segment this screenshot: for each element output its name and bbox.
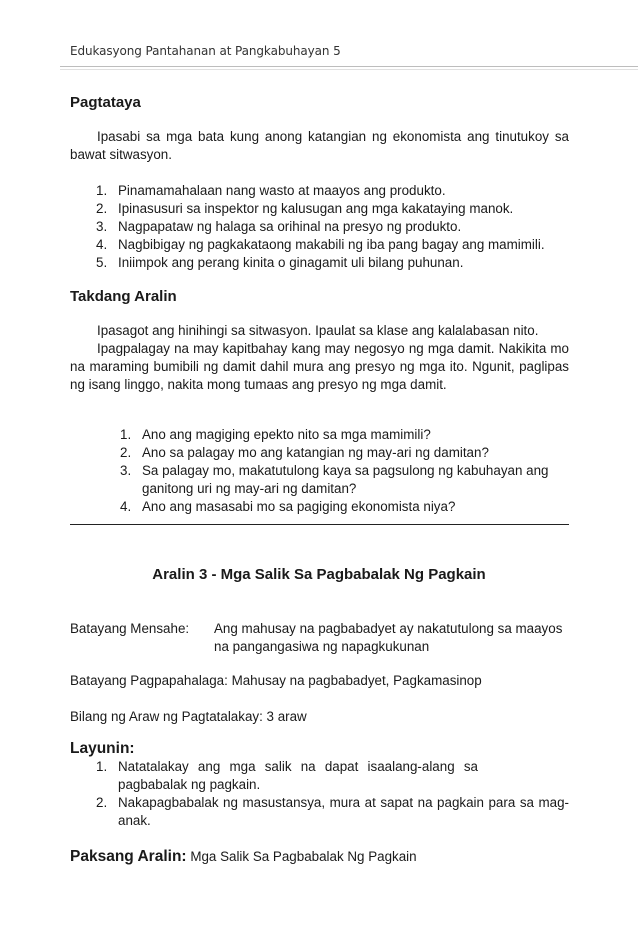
takdang-aralin-heading: Takdang Aralin [70, 288, 177, 305]
list-item [96, 758, 569, 794]
list-item [96, 200, 569, 218]
paksang-aralin-value: Mga Salik Sa Pagbabalak Ng Pagkain [190, 849, 417, 864]
list-item [96, 254, 569, 272]
bilang-ng-araw: Bilang ng Araw ng Pagtatalakay: 3 araw [70, 709, 307, 724]
item-number: 3. [120, 463, 132, 478]
item-number: 2. [120, 445, 132, 460]
batayang-mensahe-label: Batayang Mensahe: [70, 621, 190, 636]
item-text: Nagbibigay ng pagkakataong makabili ng iba pang bagay ang mamimili. [118, 237, 545, 252]
list-item [96, 218, 569, 236]
list-item [120, 426, 569, 444]
header-divider [60, 66, 638, 67]
list-item [120, 444, 569, 462]
item-text: Ano ang magiging epekto nito sa mga mamimili? [142, 427, 431, 442]
item-text: Ano ang masasabi mo sa pagiging ekonomista niya? [142, 499, 456, 514]
pagtataya-list [96, 182, 569, 272]
item-text: Nagpapataw ng halaga sa orihinal na presyo ng produkto. [118, 219, 462, 234]
paksang-aralin [70, 848, 417, 866]
item-number: 5. [96, 255, 108, 270]
aralin-title: Aralin 3 - Mga Salik Sa Pagbabalak Ng Pagkain [152, 566, 486, 583]
takdang-situation: Ipagpalagay na may kapitbahay kang may negosyo ng mga damit. Nakikita mo na maraming bumibili ng damit dahil mura ang presyo ng mga ito. Ngunit, paglipas ng isang linggo, nakita mong tumaas ang presyo ng mga damit. [70, 341, 569, 392]
running-header: Edukasyong Pantahanan at Pangkabuhayan 5 [70, 44, 341, 58]
item-number: 4. [120, 499, 132, 514]
pagtataya-heading: Pagtataya [70, 94, 141, 111]
item-number: 1. [96, 183, 108, 198]
layunin-heading: Layunin: [70, 740, 135, 757]
item-number: 1. [96, 759, 108, 774]
item-text: Sa palagay mo, makatutulong kaya sa pagsulong ng kabuhayan ang ganitong uri ng may-ari ng damitan? [142, 463, 549, 496]
batayang-pagpapahalaga: Batayang Pagpapahalaga: Mahusay na pagbabadyet, Pagkamasinop [70, 673, 482, 688]
list-item [96, 794, 569, 830]
batayang-mensahe-value: Ang mahusay na pagbabadyet ay nakatutulong sa maayos na pangangasiwa ng napagkukunan [214, 621, 563, 654]
list-item [120, 462, 569, 498]
item-number: 4. [96, 237, 108, 252]
pagtataya-instruction: Ipasabi sa mga bata kung anong katangian ng ekonomista ang tinutukoy sa bawat sitwasyon. [70, 129, 569, 162]
item-number: 2. [96, 201, 108, 216]
paksang-aralin-label: Paksang Aralin: [70, 848, 187, 865]
item-text: Nakapagbabalak ng masustansya, mura at sapat na pagkain para sa mag-anak. [118, 795, 569, 828]
takdang-list [120, 426, 569, 516]
item-text: Pinamamahalaan nang wasto at maayos ang produkto. [118, 183, 446, 198]
header-divider-secondary [60, 69, 638, 70]
layunin-list [96, 758, 569, 830]
item-text: Ipinasusuri sa inspektor ng kalusugan ang mga kakataying manok. [118, 201, 514, 216]
item-text: Natatalakay ang mga salik na dapat isaalang-alang sa pagbabalak ng pagkain. [118, 759, 478, 792]
item-number: 2. [96, 795, 108, 810]
list-item [120, 498, 569, 516]
takdang-line1: Ipasagot ang hinihingi sa sitwasyon. Ipaulat sa klase ang kalalabasan nito. [97, 323, 539, 338]
section-divider [70, 524, 569, 525]
list-item [96, 182, 569, 200]
item-text: Ano sa palagay mo ang katangian ng may-ari ng damitan? [142, 445, 489, 460]
item-text: Iniimpok ang perang kinita o ginagamit uli bilang puhunan. [118, 255, 464, 270]
list-item [96, 236, 569, 254]
item-number: 3. [96, 219, 108, 234]
item-number: 1. [120, 427, 132, 442]
